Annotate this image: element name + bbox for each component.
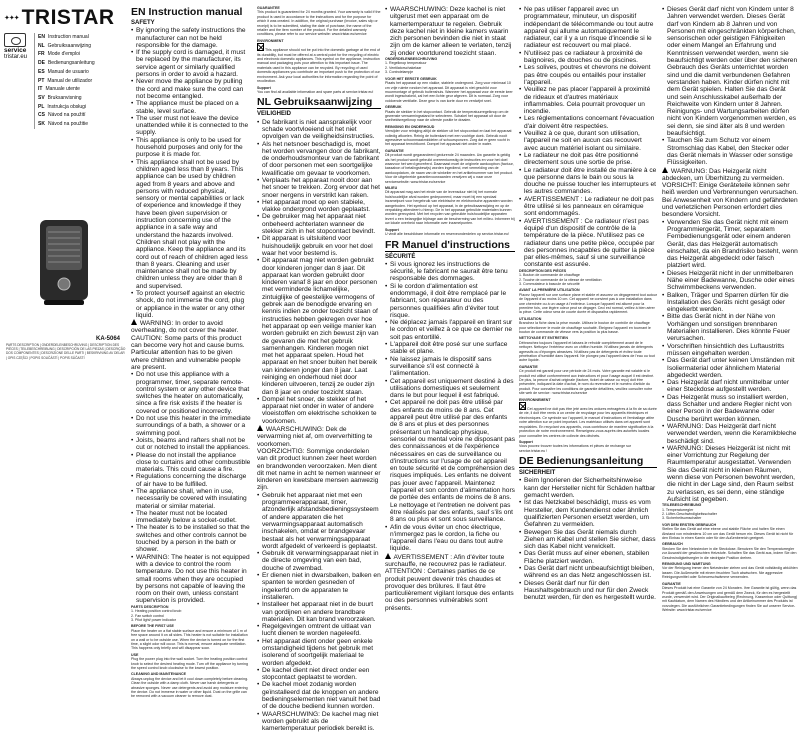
list-item: • Das Heizgerät darf nicht unmittelbar unter einer Steckdose aufgestellt werden. bbox=[662, 379, 798, 394]
list-item: • Bewegen Sie das Gerät niemals durch Ziehen am Kabel und stellen Sie sicher, dass sich das Kabel nicht verwickelt. bbox=[519, 529, 657, 551]
list-item: • AVERTISSEMENT : Ce radiateur n'est pas équipé d'un dispositif de contrôle de la température de la pièce. N'utilisez pas ce radiateur dans une petite pièce, occupée par des personnes incapables de quitter la pièce par elles-mêmes, sauf si une surveillance constante est assurée. bbox=[519, 218, 657, 269]
list-item: • Dieses Gerät darf nicht von Kindern unter 8 Jahren verwendet werden. Dieses Gerät darf von Kindern ab 8 Jahren und von Personen mit eingeschränkten körperlichen, sensorischen oder geistigen Fähigkeiten oder einem Mangel an Erfahrung und Kenntnissen verwendet werden, wenn sie beaufsichtigt werden oder über den sicheren Gebrauch des Geräts unterrichtet worden sind und die damit verbundenen Gefahren verstanden haben. Kinder dürfen nicht mit dem Gerät spielen. Halten Sie das Gerät und sein Anschlusskabel außerhalb der Reichweite von Kindern unter 8 Jahren. Reinigungs- und Wartungsarbeiten dürfen nicht von Kindern vorgenommen werden, es sei denn, sie sind älter als 8 und werden beaufsichtigt. bbox=[662, 6, 798, 137]
de-warning: WARNUNG: Das Heizgerät nicht abdecken, um Überhitzung zu vermeiden. bbox=[662, 167, 785, 182]
list-item: • Do not use this appliance with a programmer, timer, separate remote-control system or any other device that switches the heater on automatically, since a fire risk exists if the heater is covered or positioned incorrectly. bbox=[131, 371, 251, 415]
nl-warning-cont: • WAARSCHUWING: Deze kachel is niet uitgerust met een apparaat om de kamertemperatuur te regelen. Gebruik deze kachel niet in kleine kamers waarin zich personen bevinden die niet in staat zijn om de kamer alleen te verlaten, tenzij zij onder voortdurend toezicht staan. bbox=[385, 6, 515, 57]
list-item: • Si le cordon d'alimentation est endommagé, il doit être remplacé par le fabricant, son réparateur ou des personnes qualifiées afin d'éviter tout risque. bbox=[385, 283, 515, 319]
list-item: • This appliance is only to be used for household purposes and only for the purpose it is made for. bbox=[131, 137, 251, 159]
fr-caution: ATTENTION : Certaines parties de ce produit peuvent devenir très chaudes et provoquer des brûlures. Il faut être particulièrement vigilant lorsque des enfants ou des personnes vulnérables sont présents. bbox=[385, 568, 514, 612]
de-safety-list bbox=[519, 477, 657, 601]
list-item: • Beim Ignorieren der Sicherheitshinweise kann der Hersteller nicht für Schäden haftbar gemacht werden. bbox=[519, 477, 657, 499]
list-item: • Das Gerät darf nicht unbeaufsichtigt bleiben, während es an das Netz angeschlossen ist. bbox=[519, 565, 657, 580]
warning-icon bbox=[131, 319, 138, 326]
fr-title: FR Manuel d'instructions bbox=[385, 239, 515, 252]
list-item: • Das Gerät muss auf einer ebenen, stabilen Fläche platziert werden. bbox=[519, 550, 657, 565]
list-item: • Joists, beams and rafters shall not be cut or notched to install the appliances. bbox=[131, 437, 251, 452]
stars-icon: ✦✦✦ bbox=[4, 15, 19, 22]
heater-base bbox=[44, 300, 84, 305]
language-item: FR Mode d'emploi bbox=[38, 51, 81, 58]
list-item: • WAARSCHUWING: De kachel mag niet worden gebruikt als de kamertemperatuur periodiek bereikt is. bbox=[257, 711, 381, 733]
recycle-bin-icon bbox=[257, 43, 264, 51]
list-item: • Verplaats het apparaat nooit door aan het snoer te trekken. Zorg ervoor dat het snoer nergens in verstrikt kan raken. bbox=[257, 177, 381, 199]
list-item: • Regelgevingen omtrent de uitlaat van lucht dienen te worden nageleefd. bbox=[257, 623, 381, 638]
warning-icon bbox=[385, 553, 392, 560]
list-item: • Ne déplacez jamais l'appareil en tirant sur le cordon et veillez à ce que ce dernier ne soit pas entortillé. bbox=[385, 319, 515, 341]
list-item: • Het apparaat moet op een stabiele, vlakke ondergrond worden geplaatst. bbox=[257, 199, 381, 214]
list-item: • Ne pas utiliser l'appareil avec un programmateur, minuteur, un dispositif indépendant de télécommande ou tout autre appareil qui allume automatiquement le radiateur, car il y a un risque d'incendie si le radiateur est recouvert ou mal placé. bbox=[519, 6, 657, 50]
service-label: service bbox=[4, 47, 27, 54]
list-item: • Regulations concerning the discharge of air have to be fulfilled. bbox=[131, 473, 251, 488]
language-item: EN Instruction manual bbox=[38, 34, 89, 40]
list-item: • The heater is to be installed so that the switches and other controls cannot be touched by a person in the bath or shower. bbox=[131, 524, 251, 553]
list-item: • If the supply cord is damaged, it must be replaced by the manufacturer, its service agent or similarly qualified persons in order to avoid a hazard. bbox=[131, 49, 251, 78]
list-item: • By ignoring the safety instructions the manufacturer can not be held responsible for the damage. bbox=[131, 27, 251, 49]
list-item: • Gebruik dit verwarmingsapparaat niet in de directe omgeving van een bad, douche of zwembad. bbox=[257, 550, 381, 572]
de-small-sections: TEILEBESCHREIBUNG 1. Temperaturregler 2. Lüfter-Geschwindigkeitsschalter 3. Sicherheitsumschalter VOR DEM ERSTEN GEBRAUCH Stellen Sie das Gerät auf eine ebene und stabile Fläche und halten Sie einen Abstand von mindestens 10 cm um das Gerät herum ein. Dieses Gerät ist nicht für den Einbau in einen Kamin oder für den Außenbereich geeignet. GEBRAUCH Stecken Sie den Netzstecker in die Steckdose. Benutzen Sie den Temperaturregler zur Auswahl der gewünschten Heizstufe. Schalten Sie das Gerät aus, indem Sie den Geschwindigkeitsregler in die niedrigste Position drehen. REINIGUNG UND WARTUNG Vor der Reinigung immer den Netzstecker ziehen und das Gerät vollständig abkühlen lassen. Die Außenseite mit einem feuchten Tuch abwischen. Nie aggressive Reinigungsmittel oder Scheuerschwämme verwenden. GARANTIE Dieses Produkt hat eine Garantie von 24 Monaten. Ihre Garantie ist gültig, wenn das Produkt gemäß den Anweisungen und gemäß dem Zweck, für den es hergestellt wurde, verwendet wird. Der Originalkaufbeleg (Rechnung, Kassenbon oder Quittung) mit Kaufdatum, dem Namen des Händlers und der Artikelnummer des Produkts ist vorzulegen. Die ausführlichen Garantiebedingungen finden Sie auf unserer Service-Website: www.tristar.eu/service bbox=[662, 503, 798, 613]
en-safety-list-2 bbox=[131, 371, 251, 605]
list-item: • L'appareil doit être posé sur une surface stable et plane. bbox=[385, 341, 515, 356]
de-caution: VORSICHT: Einige Geräteteile können sehr heiß werden und Verbrennungen verursachen. Bei Anwesenheit von Kindern und gefährdeten und verletzlichen Personen erfordert dies besondere Vorsicht. bbox=[662, 182, 798, 219]
list-item: • AVERTISSEMENT : Le radiateur ne doit pas être utilisé si les panneaux en céramique sont endommagés. bbox=[519, 196, 657, 218]
fr-small-sections: DESCRIPTION DES PIÈCES 1. Bouton de commande de chauffage 2. Touche de commande de la vitesse de ventilation 3. Commutateur à bascule de sécurité AVANT LA PREMIÈRE UTILISATION Placez l'appareil sur une surface plane et stable et assurez un dégagement tout autour de l'appareil d'au moins 10 cm. Cet appareil ne convient pas à une installation dans une cheminée ou à un usage à l'extérieur. Lorsque l'appareil est allumé pour la première fois, une légère odeur peut se dégager. Ceci est normal, veillez à bien aérer la pièce. Cette odeur sera de courte durée et disparaîtra rapidement. UTILISATION Branchez la fiche dans la prise murale. Utilisez le bouton de contrôle de chauffage pour sélectionner le mode de chauffage souhaité. Éteignez l'appareil en tournant le bouton de commande de vitesse vers la position la plus basse. NETTOYAGE ET ENTRETIEN Débranchez toujours l'appareil et laissez-le refroidir complètement avant de le nettoyer. Nettoyez l'extérieur avec un chiffon humide. N'utilisez jamais de détergents agressifs ou d'éponges abrasives. N'utilisez pas de détergents et évitez toute pénétration d'humidité dans l'appareil. Ne plongez pas l'appareil dans de l'eau ou tout autre liquide. GARANTIE Ce produit est garanti pour une période de 24 mois. Votre garantie est valable si le produit est utilisé conformément aux instructions et pour l'usage auquel il est destiné. De plus, la preuve d'achat originale (facture, ticket de caisse ou reçu) doit être présentée, indiquant la date d'achat, le nom du revendeur et le numéro d'article du produit. Pour connaître les conditions de garantie détaillées, veuillez consulter notre site web de service : www.tristar.eu/service ENVIRONNEMENT Cet appareil ne doit pas être jeté avec les ordures ménagères à la fin de sa durée de vie, il doit être remis à un centre de recyclage pour les appareils électriques et électroniques. Ce symbole sur l'appareil, le manuel d'instructions et l'emballage attire votre attention sur ce point important. Les matériaux utilisés dans cet appareil sont recyclables. En recyclant vos appareils, vous contribuez de manière significative à la protection de notre environnement. Renseignez-vous auprès des autorités locales pour connaître les centres de collecte des déchets. Support Vous pouvez trouver toutes les informations et pièces de rechange sur service.tristar.eu ! bbox=[519, 268, 657, 453]
list-item: • Afin de vous éviter un choc électrique, n'immergez pas le cordon, la fiche ou l'appareil dans l'eau ou dans tout autre liquide. bbox=[385, 524, 515, 553]
nl-safety-list bbox=[257, 119, 381, 425]
list-item: • WARNUNG: Das Heizgerät darf nicht verwendet werden, wenn die Keramikbleche beschädigt sind. bbox=[662, 423, 798, 445]
service-sub: tristar.eu bbox=[4, 54, 28, 60]
list-item: • Dieses Gerät darf nur für den Haushaltsgebrauch und nur für den Zweck benutzt werden, für den es hergestellt wurde. bbox=[519, 580, 657, 602]
list-item: • Balken, Träger und Sparren dürfen für die Installation des Geräts nicht gesägt oder eingekerbt werden. bbox=[662, 292, 798, 314]
nl-warning: WAARSCHUWING: Dek de verwarming niet af, om oververhitting te voorkomen. bbox=[257, 426, 373, 448]
list-item: • Installeer het apparaat niet in de buurt van gordijnen en andere brandbare materialen. Dit kan brand veroorzaken. bbox=[257, 601, 381, 623]
list-item: • Le radiateur doit être installé de manière à ce que personne dans le bain ou sous la douche ne puisse toucher les interrupteurs et les autres commandes. bbox=[519, 167, 657, 196]
list-item: • Das Heizgerät muss so installiert werden, dass Schalter und andere Regler nicht von einer Person in der Badewanne oder Dusche berührt werden können. bbox=[662, 394, 798, 423]
nl-caution: VOORZICHTIG: Sommige onderdelen van dit product kunnen zeer heet worden en brandwonden veroorzaken. Men dient dit met name in acht te nemen wanneer er kinderen en kwetsbare mensen aanwezig zijn. bbox=[257, 447, 381, 492]
de-title: DE Bedienungsanleitung bbox=[519, 455, 657, 468]
list-item: • Les solives, poutres et chevrons ne doivent pas être coupés ou entaillés pour installer l'appareil. bbox=[519, 64, 657, 86]
language-item: ES Manual de usuario bbox=[38, 68, 89, 75]
list-item: • De kachel dient niet direct onder een stopcontact geplaatst te worden. bbox=[257, 667, 381, 682]
language-item: NL Gebruiksaanwijzing bbox=[38, 42, 92, 49]
nl-small-sections: ONDERDELENBESCHRIJVING 1. Regelknop temperatuur 2. Ventilatorschakelaar 3. Controlelampje VOOR HET EERSTE GEBRUIK Plaats het apparaat op een vlakke, stabiele ondergrond. Zorg voor minimaal 10 cm vrije ruimte rondom het apparaat. Dit apparaat is niet geschikt voor muurmontage of gebruik buitenshuis. Wanneer het apparaat voor de eerste keer wordt ingeschakeld, zal het een lichte geur afgeven. Dit is normaal. Zorg voor voldoende ventilatie. Deze geur is van korte duur en verdwijnt snel. GEBRUIK Plaats de stekker in het stopcontact. Gebruik de temperatuurregelknop om de gewenste verwarmingsstand te selecteren. Schakel het apparaat uit door de snelheidsregelknop naar de uiterste positie te draaien. REINIGING EN ONDERHOUD Verwijder voor reiniging altijd de stekker uit het stopcontact en laat het apparaat volledig afkoelen. Reinig de buitenkant met een vochtige doek. Gebruik nooit agressieve schoonmaakmiddelen of schuursponzen. Zorg dat er geen vocht in het apparaat terechtkomt. Dompel het apparaat niet onder in water. GARANTIE Dit product wordt gegarandeerd gedurende 24 maanden. Uw garantie is geldig als het product wordt gebruikt overeenkomstig de instructies en voor het doel waarvoor het werd gecreëerd. Daarnaast moet de originele aankoopbon (factuur, kassabon of betalingsbewijs) worden ingediend, met vermelding van de aankoopdatum, de naam van de winkelier en het artikelnummer van het product. Voor de uitgebreide garantievoorwaarden verwijzen wij u naar onze servicewebsite: www.tristar.eu/service MILIEU Dit apparaat mag aan het einde van de levensduur niet bij het normale huishoudelijke afval worden gedeponeerd, maar moet bij een speciaal inzamelpunt voor hergebruik van elektrische en elektronische apparaten worden aangeboden. Het symbool op het apparaat, in de gebruiksaanwijzing en op de verpakking attendeert u hierop. De in het apparaat gebruikte materialen kunnen worden gerecycled. Met het recyclen van gebruikte huishoudelijke apparaten levert u een belangrijke bijdrage aan de bescherming van het milieu. Informeer bij uw lokale overheid naar informatie over inzamelpunten. Support U vindt alle beschikbare informatie en reserveonderdelen op service.tristar.eu! bbox=[385, 57, 515, 237]
language-item: DE Bedienungsanleitung bbox=[38, 60, 95, 67]
en-safety-title: SAFETY bbox=[131, 20, 155, 26]
list-item: • The user must not leave the device unattended while it is connected to the supply. bbox=[131, 115, 251, 137]
list-item: • Ist das Netzkabel beschädigt, muss es vom Hersteller, dem Kundendienst oder ähnlich qualifizierten Personen ersetzt werden, um Gefahren zu vermeiden. bbox=[519, 499, 657, 528]
heater-image bbox=[26, 216, 102, 308]
en-caution: CAUTION: Some parts of this product can become very hot and cause burns. Particular attention has to be given where children and vulnerable people are present. bbox=[131, 334, 245, 371]
list-item: • The appliance shall, when in use, necessarily be covered with insulating material or similar material. bbox=[131, 488, 251, 510]
nl-safety-list-2 bbox=[257, 492, 381, 733]
de-safety-list-2 bbox=[662, 219, 798, 504]
list-item: • Do not use this heater in the immediate surroundings of a bath, a shower or a swimming pool. bbox=[131, 415, 251, 437]
language-item: SV Bruksanvisning bbox=[38, 94, 82, 101]
list-item: • WARNUNG: Dieses Heizgerät ist nicht mit einer Vorrichtung zur Regelung der Raumtemperatur ausgestattet. Verwenden Sie das Gerät nicht in kleinen Räumen, wenn diese von Personen bewohnt werden, die nicht in der Lage sind, den Raum selbst zu verlassen, es sei denn, eine ständige Aufsicht ist gegeben. bbox=[662, 445, 798, 503]
list-item: • Bitte das Gerät nicht in der Nähe von Vorhängen und sonstigen brennbaren Materialien installieren. Dies könnte Feuer verursachen. bbox=[662, 313, 798, 342]
list-item: • Gebruik het apparaat niet met een programmeerapparaat, timer, afzonderlijk afstandsbedieningssysteem of andere apparaten die het verwarmingsapparaat automatisch inschakelen, omdat er brandgevaar bestaat als het verwarmingsapparaat wordt afgedekt of verkeerd is geplaatst. bbox=[257, 492, 381, 550]
column-fr-cont bbox=[519, 6, 657, 601]
brand-logo bbox=[4, 6, 126, 30]
column-nl bbox=[257, 6, 381, 733]
list-item: • Please do not install the appliance close to curtains and other combustible materials. This could cause a fire. bbox=[131, 452, 251, 474]
list-item: • This appliance shall not be used by children aged less than 8 years. This appliance can be used by children aged from 8 years and above and persons with reduced physical, sensory or mental capabilities or lack of experience and knowledge if they have been given supervision or instruction concerning use of the appliance in a safe way and understand the hazards involved. Children shall not play with the appliance. Keep the appliance and its cord out of reach of children aged less than 8 years. Cleaning and user maintenance shall not be made by children unless they are older than 8 and supervised. bbox=[131, 159, 251, 290]
nl-safety-title: VEILIGHEID bbox=[257, 111, 292, 118]
list-item: • Le radiateur ne doit pas être positionné directement sous une sortie de prise. bbox=[519, 152, 657, 167]
left-panel bbox=[4, 6, 126, 571]
warning-icon bbox=[257, 425, 264, 432]
language-item: PT Manual de utilizador bbox=[38, 77, 93, 84]
fr-safety-title: SÉCURITÉ bbox=[385, 253, 416, 260]
list-item: • To protect yourself against an electric shock, do not immerse the cord, plug or appliance in the water or any other liquid. bbox=[131, 290, 251, 319]
recycle-bin-icon bbox=[519, 402, 526, 410]
list-item: • The appliance must be placed on a stable, level surface. bbox=[131, 100, 251, 115]
list-item: • Als het netsnoer beschadigd is, moet het worden vervangen door de fabrikant, de onderhoudsmonteur van de fabrikant of door personen met een soortgelijke kwalificatie om gevaar te voorkomen. bbox=[257, 141, 381, 177]
service-box bbox=[4, 33, 30, 60]
list-item: • Tauchen Sie zum Schutz vor einem Stromschlag das Kabel, den Stecker oder das Gerät niemals in Wasser oder sonstige Flüssigkeiten. bbox=[662, 137, 798, 166]
nl-title: NL Gebruiksaanwijzing bbox=[257, 96, 381, 109]
en-warning: WARNING: In order to avoid overheating, do not cover the heater. bbox=[131, 320, 239, 335]
fr-safety-list bbox=[385, 261, 515, 553]
list-item: • Dit apparaat mag niet worden gebruikt door kinderen jonger dan 8 jaar. Dit apparaat kan worden gebruikt door kinderen vanaf 8 jaar en door personen met verminderde lichamelijke, zintuiglijke of geestelijke vermogens of gebrek aan de benodigde ervaring en kennis indien ze onder toezicht staan of instructies hebben gekregen over hoe het apparaat op een veilige manier kan worden gebruikt en zich bewust zijn van de gevaren die met het gebruik samenhangen. Kinderen mogen niet met het apparaat spelen. Houd het apparaat en het snoer buiten het bereik van kinderen jonger dan 8 jaar. Laat reiniging en onderhoud niet door kinderen uitvoeren, tenzij ze ouder zijn dan 8 jaar en onder toezicht staan. bbox=[257, 257, 381, 396]
heater-grille bbox=[46, 226, 82, 270]
fr-safety-list-2 bbox=[519, 6, 657, 269]
column-fr bbox=[385, 6, 515, 612]
list-item: • Vorschriften hinsichtlich des Luftaustritts müssen eingehalten werden. bbox=[662, 343, 798, 358]
parts-languages-caption: PARTS DESCRIPTION | ONDERDELENBESCHRIJVING | DESCRIPTION DES PIÈCES | TEILEBESCHREIBUNG | DESCRIPCIÓN DE LAS PIEZAS | DESCRIÇÃO DOS COMPONENTES | DESCRIZIONE DELLE PARTI | BESKRIVNING AV DELAR | OPIS CZĘŚCI | POPIS SOUČÁSTÍ | POPIS SÚČASTÍ bbox=[6, 343, 126, 360]
en-safety-list bbox=[131, 27, 251, 319]
list-item: • Dit apparaat is uitsluitend voor huishoudelijk gebruik en voor het doel waar het voor bestemd is. bbox=[257, 235, 381, 257]
list-item: • Er dienen niet in dwarsbalken, balken en spanten te worden gesneden of ingekerfd om de apparaten te installeren. bbox=[257, 572, 381, 601]
list-item: • Never move the appliance by pulling the cord and make sure the cord can not become entangled. bbox=[131, 78, 251, 100]
heater-knob bbox=[58, 278, 70, 290]
list-item: • Dieses Heizgerät nicht in der unmittelbaren Nähe einer Badewanne, Dusche oder eines Schwimmbeckens verwenden. bbox=[662, 270, 798, 292]
list-item: • Veuillez ne pas placer l'appareil à proximité de rideaux et d'autres matériaux inflammables. Cela pourrait provoquer un incendie. bbox=[519, 86, 657, 115]
list-item: • De fabrikant is niet aansprakelijk voor schade voortvloeiend uit het niet opvolgen van de veiligheidsinstructies. bbox=[257, 119, 381, 141]
en-title: EN Instruction manual bbox=[131, 6, 243, 18]
list-item: • Ne laissez jamais le dispositif sans surveillance s'il est connecté à l'alimentation. bbox=[385, 356, 515, 378]
language-item: IT Manuale utente bbox=[38, 86, 80, 93]
list-item: • Dompel het snoer, de stekker of het apparaat niet onder in water of andere vloeistoffen om elektrische schokken te voorkomen. bbox=[257, 396, 381, 425]
fr-warning: AVERTISSEMENT : Afin d'éviter toute surchauffe, ne recouvrez pas le radiateur. bbox=[385, 553, 507, 568]
list-item: • Das Gerät darf unter keinen Umständen mit Isoliermaterial oder ähnlichem Material abgedeckt werden. bbox=[662, 357, 798, 379]
list-item: • De kachel moet zodanig worden geïnstalleerd dat de knoppen en andere bedieningselementen niet vanuit het bad of de douche bediend kunnen worden. bbox=[257, 681, 381, 710]
en-small-sections: PARTS DESCRIPTION 1. Heating position control knob 2. Fan switch control 3. Pilot light/ power indicator BEFORE THE FIRST USE Place the heater on a flat stable surface and ensure a minimum of 1 m of free space around it on all sides. This heater is not suitable for installation on a wall or to be outside use. When the device is turned on for the first time, a slight odor will occur. This is normal, ensure adequate ventilation. This happens only briefly and will disappear soon. USE Plug the power plug into the wall socket. Turn the heating position control knob to select the desired heating mode. Turn off the appliance by turning the speed control knob clockwise to the lowest position. CLEANING AND MAINTENANCE Always unplug the device and let it cool down completely before cleaning. Clean the outside with a damp cloth. Never use harsh detergents or abrasive sponges. Never use detergents and avoid any moisture entering the device. Do not immerse in water or other liquid. Dust on the grille can be removed with a vacuum cleaner to remove dust. bbox=[131, 604, 249, 699]
brand-name: TRISTAR bbox=[21, 6, 115, 29]
list-item: • De gebruiker mag het apparaat niet onbeheerd achterlaten wanneer de stekker zich in het stopcontact bevindt. bbox=[257, 213, 381, 235]
column-de bbox=[662, 6, 798, 615]
en-guarantee-section: GUARANTEE This product is guaranteed for 24 months granted. Your warranty is valid if the product is used in accordance to the instructions and for the purpose for which it was created. In addition, the original purchase (invoice, sales slip or receipt) is to be submitted, stating the date of purchase, the name of the retailer and the item number of the product. For the detailed warranty conditions, please refer to our service website: www.tristar.eu/service ENVIRONMENT This appliance should not be put into the domestic garbage at the end of its durability, but must be offered at a central point for the recycling of electric and electronic domestic appliances. This symbol on the appliance, instruction manual and packaging puts your attention to this important issue. The materials used in this appliance can be recycled. By recycling of used domestic appliances you contribute an important push to the protection of our environment. Ask your local authorities for information regarding the point of recollection. Support You can find all available information and spare parts at service.tristar.eu! bbox=[257, 6, 381, 94]
list-item: • Veuillez à ce que, durant son utilisation, l'appareil ne soit en aucun cas recouvert avec aucun matériel isolant ou similaire. bbox=[519, 130, 657, 152]
de-safety-list-cont bbox=[662, 6, 798, 167]
model-number: KA-5064 bbox=[96, 336, 121, 342]
warning-icon bbox=[662, 167, 669, 174]
list-item: • Cet appareil est uniquement destiné à des utilisations domestiques et seulement dans le but pour lequel il est fabriqué. bbox=[385, 378, 515, 400]
list-item: • Verwenden Sie das Gerät nicht mit einem Programmiergerät, Timer, separatem Fernbedienungsgerät oder einem anderen Gerät, das das Heizgerät automatisch einschaltet, da ein Brandrisiko besteht, wenn das Heizgerät abgedeckt oder falsch platziert wird. bbox=[662, 219, 798, 270]
language-item: CS Návod na použití bbox=[38, 112, 86, 119]
language-item: SK Návod na použitie bbox=[38, 121, 88, 128]
language-list bbox=[34, 33, 95, 129]
service-icon bbox=[4, 33, 26, 47]
list-item: • N'utilisez pas ce radiateur à proximité de baignoires, de douches ou de piscines. bbox=[519, 50, 657, 65]
language-item: PL Instrukcja obsługi bbox=[38, 103, 87, 110]
column-en bbox=[131, 6, 251, 701]
list-item: • Si vous ignorez les instructions de sécurité, le fabricant ne saurait être tenu responsable des dommages. bbox=[385, 261, 515, 283]
de-safety-title: SICHERHEIT bbox=[519, 470, 556, 477]
list-item: • WARNING: The heater is not equipped with a device to control the room temperature. Do not use this heater in small rooms when they are occupied by persons not capable of leaving the room on their own, unless constant supervision is provided. bbox=[131, 554, 251, 605]
list-item: • The heater must not be located immediately below a socket-outlet. bbox=[131, 510, 251, 525]
service-row bbox=[4, 33, 126, 129]
list-item: • Cet appareil ne doit pas être utilisé par des enfants de moins de 8 ans. Cet appareil peut être utilisé par des enfants de 8 ans et plus et des personnes présentant un handicap physique, sensoriel ou mental voire ne disposant pas des connaissances et de l'expérience nécessaires en cas de surveillance ou d'instructions sur l'usage de cet appareil en toute sécurité et de compréhension des risques impliqués. Les enfants ne doivent pas jouer avec l'appareil. Maintenez l'appareil et son cordon d'alimentation hors de portée des enfants de moins de 8 ans. Le nettoyage et l'entretien ne doivent pas être réalisés par des enfants, sauf s'ils ont 8 ans ou plus et sont sous surveillance. bbox=[385, 399, 515, 523]
list-item: • Les réglementations concernant l'évacuation d'air doivent être respectées. bbox=[519, 115, 657, 130]
list-item: • Het apparaat dient onder geen enkele omstandigheid tijdens het gebruik met isolerend of soortgelijk materiaal te worden afgedekt. bbox=[257, 638, 381, 667]
